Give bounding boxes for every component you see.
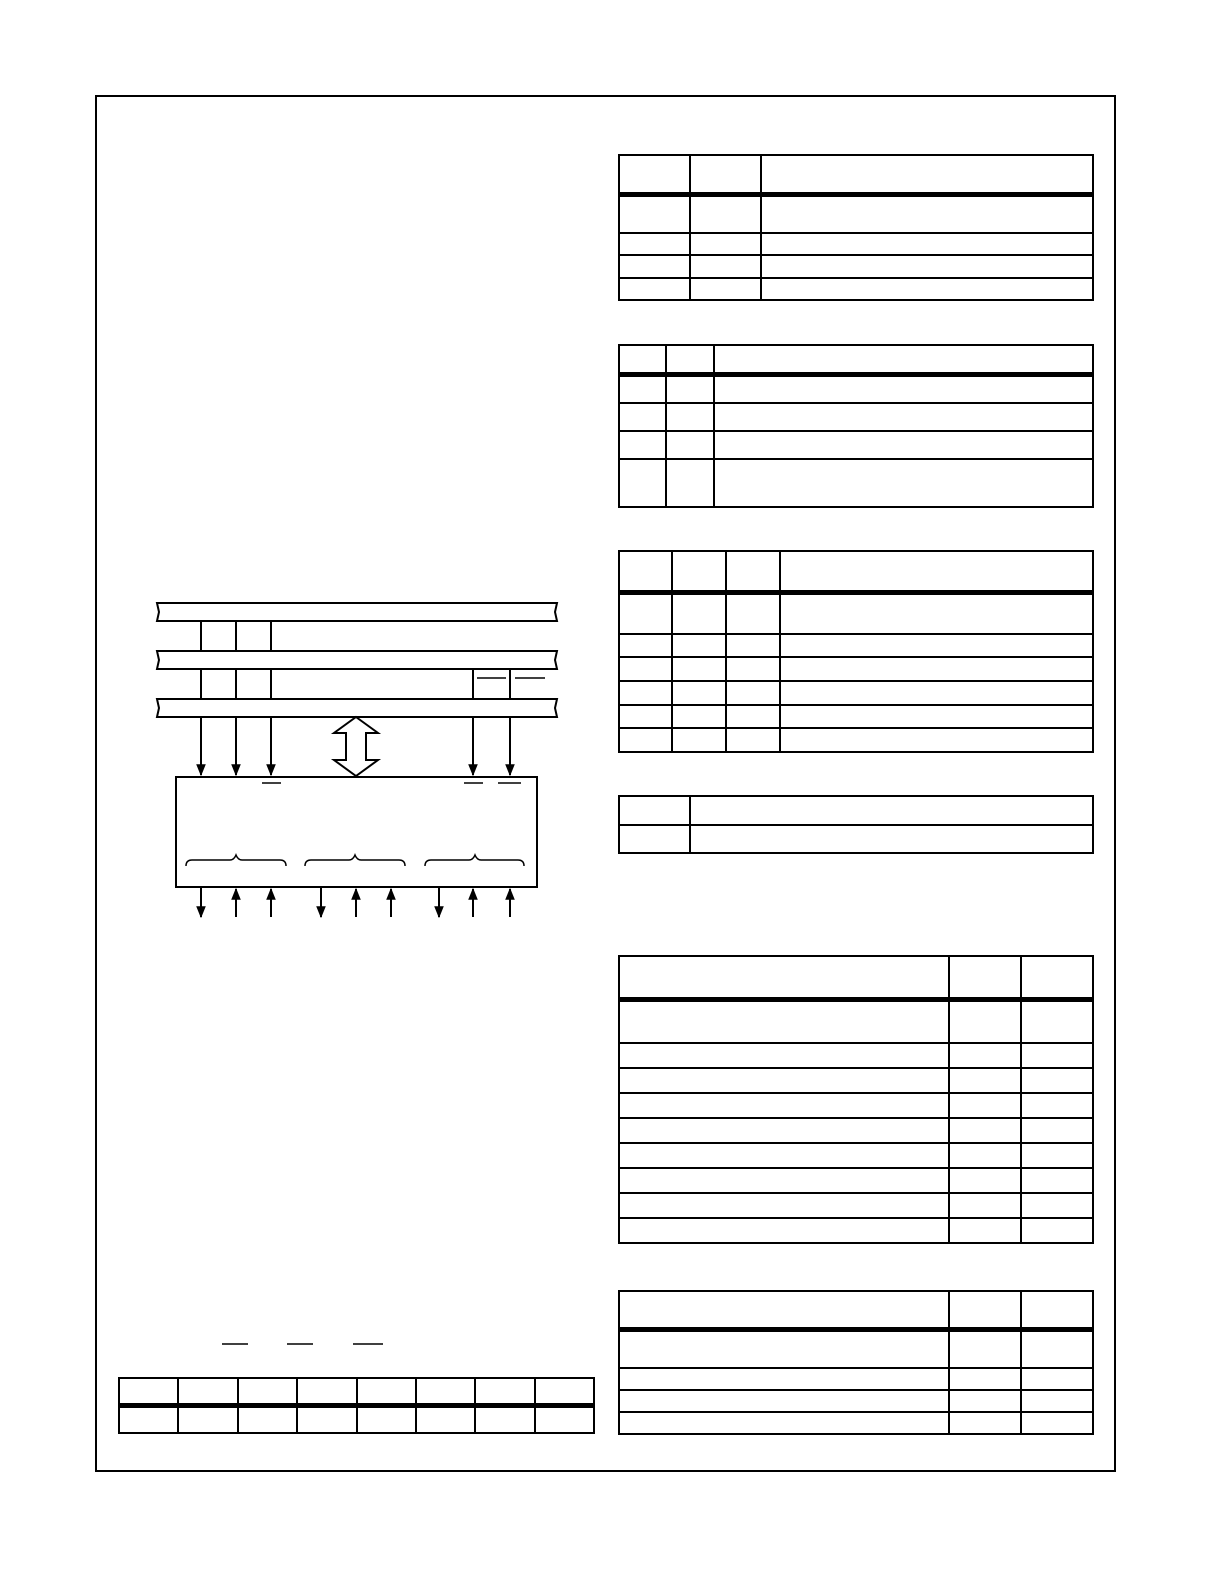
bus-bar-middle [157,651,557,669]
bidirectional-arrow-icon [334,717,378,776]
bus-bar-bottom [157,699,557,717]
device-block [176,777,537,887]
bus-bar-top [157,603,557,621]
